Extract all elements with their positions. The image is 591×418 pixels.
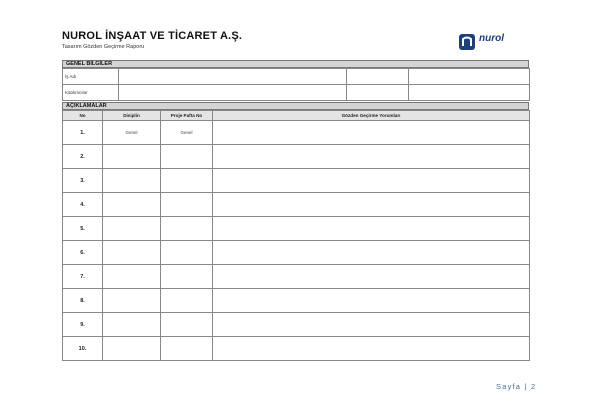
note-comment [213, 193, 530, 217]
note-row [63, 217, 530, 241]
note-number: 10. [63, 337, 103, 361]
note-comment [213, 337, 530, 361]
note-number: 2. [63, 145, 103, 169]
note-number: 3. [63, 169, 103, 193]
note-sheet-no [161, 337, 213, 361]
report-subtitle: Tasarım Gözden Geçirme Raporu [62, 44, 145, 50]
note-comment [213, 265, 530, 289]
note-sheet-no [161, 313, 213, 337]
note-discipline: Genel [103, 121, 161, 145]
note-row [63, 121, 530, 145]
note-number: 5. [63, 217, 103, 241]
nurol-logo-icon [459, 34, 475, 50]
page-label: Sayfa [496, 382, 522, 391]
info-label [347, 85, 409, 101]
note-comment [213, 313, 530, 337]
company-title: NUROL İNŞAAT VE TİCARET A.Ş. [62, 30, 243, 42]
note-row [63, 193, 530, 217]
notes-header-row [63, 111, 530, 121]
col-header-comments: Gözden Geçirme Yorumları [213, 111, 530, 121]
note-comment [213, 121, 530, 145]
note-row [63, 145, 530, 169]
note-discipline [103, 193, 161, 217]
info-label [347, 69, 409, 85]
page-number: 2 [530, 382, 537, 391]
col-header-discipline: Disiplin [103, 111, 161, 121]
info-value [119, 69, 347, 85]
note-number: 1. [63, 121, 103, 145]
note-row [63, 169, 530, 193]
notes-table [62, 110, 530, 361]
note-sheet-no [161, 289, 213, 313]
note-sheet-no [161, 145, 213, 169]
note-discipline [103, 145, 161, 169]
note-discipline [103, 337, 161, 361]
note-comment [213, 145, 530, 169]
note-comment [213, 241, 530, 265]
general-info-row [63, 69, 530, 85]
note-discipline [103, 169, 161, 193]
note-sheet-no: Genel [161, 121, 213, 145]
note-number: 8. [63, 289, 103, 313]
note-number: 6. [63, 241, 103, 265]
note-row [63, 265, 530, 289]
col-header-sheet: Proje Pafta No [161, 111, 213, 121]
note-discipline [103, 313, 161, 337]
info-label: İş Adı [63, 69, 119, 85]
col-header-no: No [63, 111, 103, 121]
note-discipline [103, 217, 161, 241]
note-row [63, 313, 530, 337]
note-discipline [103, 265, 161, 289]
page-separator: | [524, 382, 528, 391]
note-row [63, 337, 530, 361]
note-comment [213, 289, 530, 313]
general-info-row [63, 85, 530, 101]
note-sheet-no [161, 265, 213, 289]
logo-text: nurol [479, 33, 504, 44]
note-discipline [103, 289, 161, 313]
info-value [409, 85, 530, 101]
note-comment [213, 169, 530, 193]
note-number: 9. [63, 313, 103, 337]
page-footer [496, 382, 536, 391]
note-sheet-no [161, 217, 213, 241]
info-value [409, 69, 530, 85]
note-number: 7. [63, 265, 103, 289]
note-sheet-no [161, 193, 213, 217]
general-info-table [62, 68, 530, 101]
note-sheet-no [161, 241, 213, 265]
info-value [119, 85, 347, 101]
info-label: Katılımcılar [63, 85, 119, 101]
note-comment [213, 217, 530, 241]
note-discipline [103, 241, 161, 265]
note-row [63, 289, 530, 313]
note-sheet-no [161, 169, 213, 193]
nurol-logo [459, 32, 535, 52]
note-number: 4. [63, 193, 103, 217]
note-row [63, 241, 530, 265]
notes-section-header: AÇIKLAMALAR [62, 102, 529, 110]
general-info-header: GENEL BİLGİLER [62, 60, 529, 68]
